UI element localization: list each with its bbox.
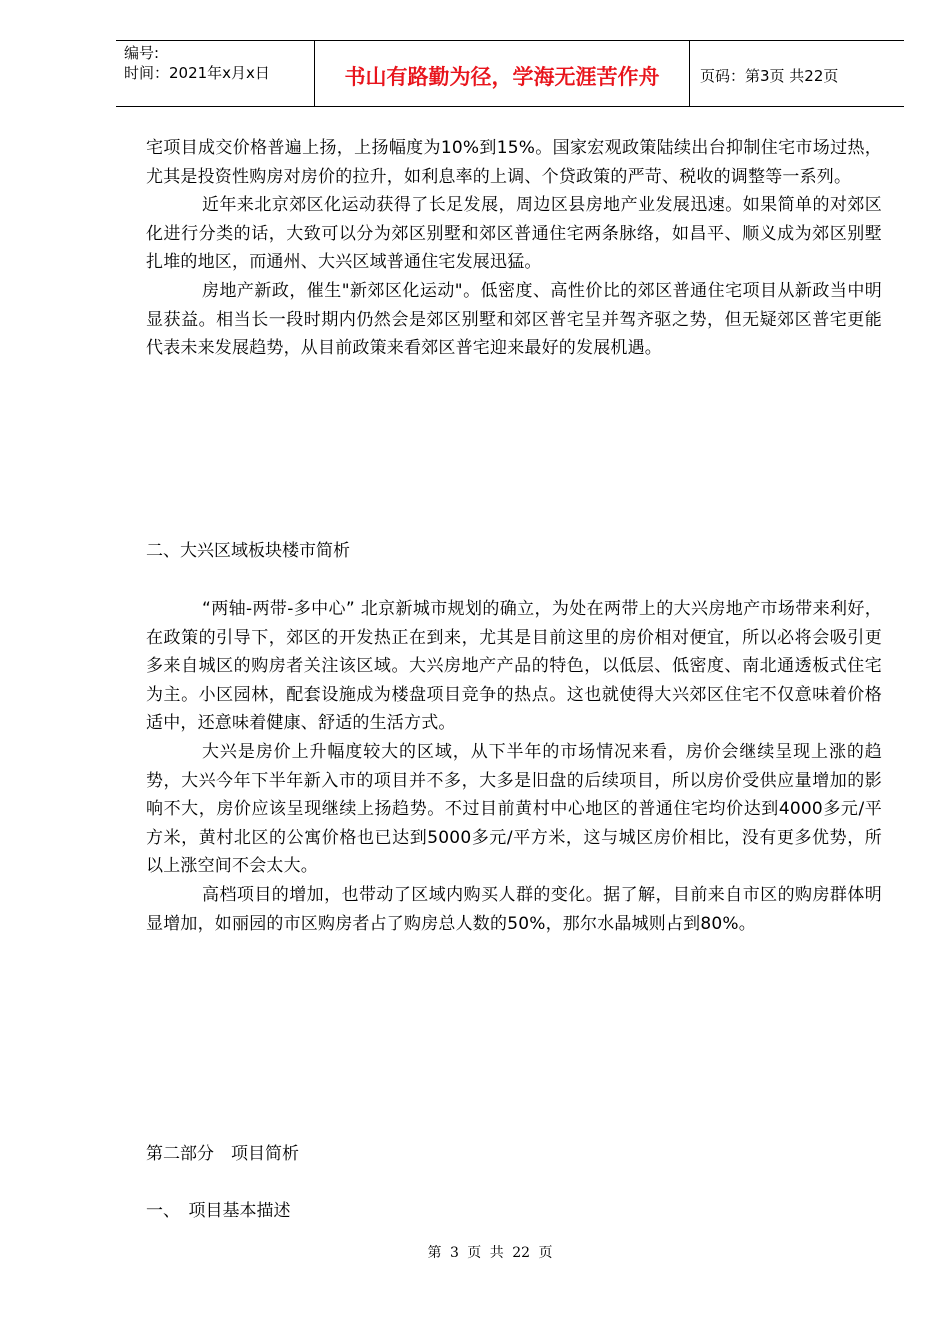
paragraph: 宅项目成交价格普遍上扬，上扬幅度为10%到15%。国家宏观政策陆续出台抑制住宅市场过热，尤其是投资性购房对房价的拉升，如利息率的上调、个贷政策的严苛、税收的调整等一系列。 bbox=[146, 138, 882, 187]
paragraph: 近年来北京郊区化运动获得了长足发展，周边区县房地产业发展迅速。如果简单的对郊区化进行分类的话，大致可以分为郊区别墅和郊区普通住宅两条脉络，如昌平、顺义成为郊区别墅扎堆的地区，而通州、大兴区域普通住宅发展迅猛。 bbox=[146, 195, 882, 273]
header-meta bbox=[116, 41, 315, 106]
section2-body bbox=[146, 595, 882, 938]
section2-heading: 二、大兴区域板块楼市简析 bbox=[146, 541, 350, 561]
paragraph: 高档项目的增加，也带动了区域内购买人群的变化。据了解，目前来自市区的购房群体明显增加，如丽园的市区购房者占了购房总人数的50%，那尔水晶城则占到80%。 bbox=[146, 884, 882, 934]
serial-label: 编号: bbox=[124, 44, 160, 62]
page-header bbox=[116, 40, 904, 107]
section1-body bbox=[146, 134, 882, 363]
paragraph: 房地产新政，催生"新郊区化运动"。低密度、高性价比的郊区普通住宅项目从新政当中明显获益。相当长一段时期内仍然会是郊区别墅和郊区普宅呈并驾齐驱之势，但无疑郊区普宅更能代表未来发展趋势，从目前政策来看郊区普宅迎来最好的发展机遇。 bbox=[146, 280, 882, 359]
paragraph: 大兴是房价上升幅度较大的区域，从下半年的市场情况来看，房价会继续呈现上涨的趋势，大兴今年下半年新入市的项目并不多，大多是旧盘的后续项目，所以房价受供应量增加的影响不大，房价应该呈现继续上扬趋势。不过目前黄村中心地区的普通住宅均价达到4000多元/平方米，黄村北区的公寓价格也已达到5000多元/平方米，这与城区房价相比，没有更多优势，所以上涨空间不会太大。 bbox=[146, 741, 882, 877]
header-motto: 书山有路勤为径，学海无涯苦作舟 bbox=[315, 41, 690, 106]
part2-heading: 第二部分 项目简析 bbox=[146, 1144, 299, 1164]
header-page-info: 页码：第3页 共22页 bbox=[700, 66, 839, 85]
page-footer: 第 3 页 共 22 页 bbox=[427, 1245, 553, 1261]
paragraph: “两轴-两带-多中心” 北京新城市规划的确立，为处在两带上的大兴房地产市场带来利好，在政策的引导下，郊区的开发热正在到来，尤其是目前这里的房价相对便宜，所以必将会吸引更多来自城区的购房者关注该区域。大兴房地产产品的特色，以低层、低密度、南北通透板式住宅为主。小区园林，配套设施成为楼盘项目竞争的热点。这也就使得大兴郊区住宅不仅意味着价格适中，还意味着健康、舒适的生活方式。 bbox=[146, 599, 882, 734]
part2-subheading: 一、 项目基本描述 bbox=[146, 1201, 291, 1221]
time-label: 时间：2021年x月x日 bbox=[124, 64, 270, 82]
